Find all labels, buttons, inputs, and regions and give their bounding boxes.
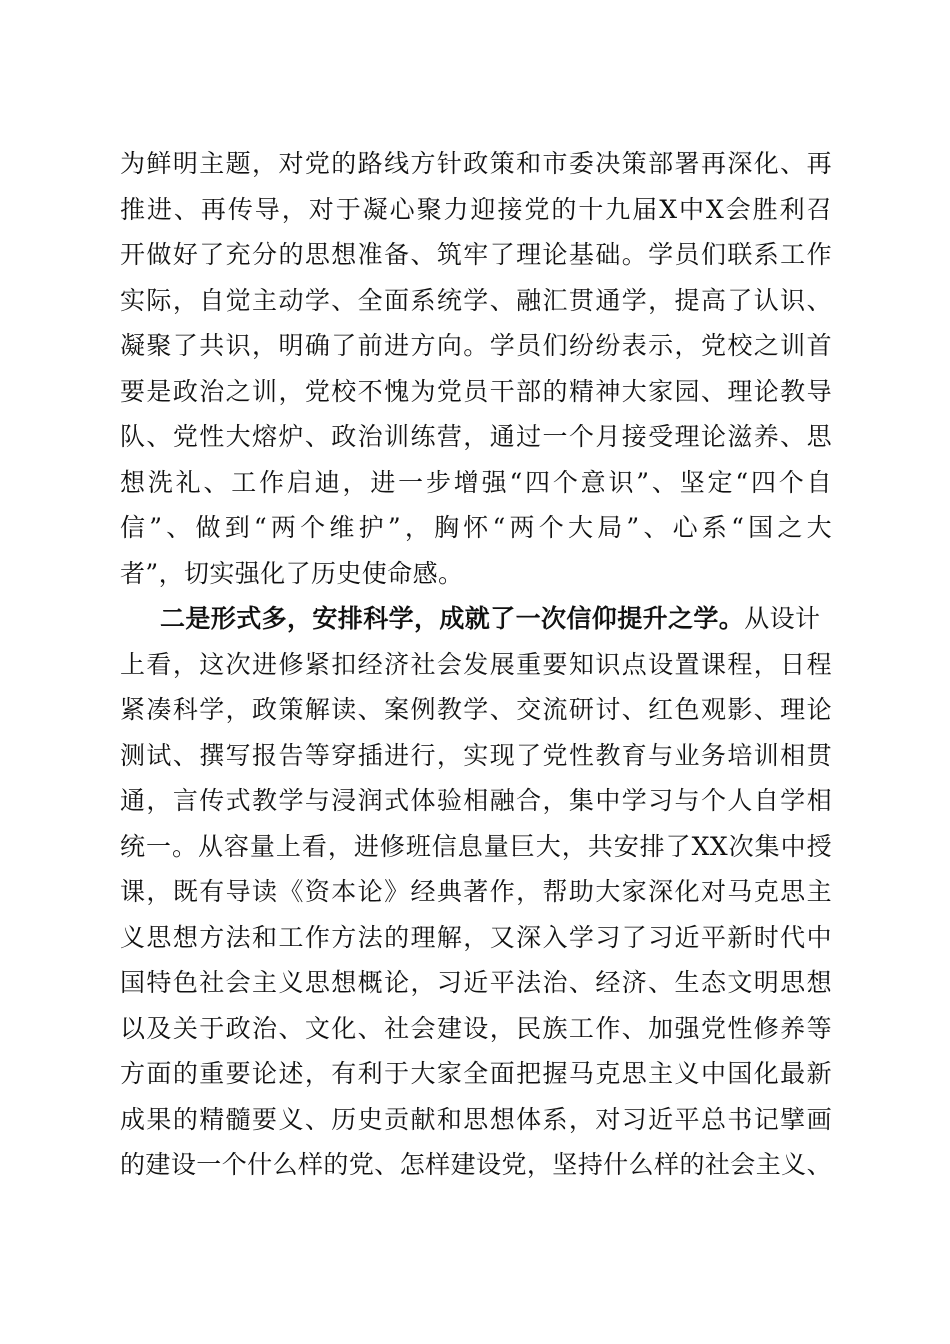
text-line: 统一。从容量上看，进修班信息量巨大，共安排了XX次集中授 <box>120 831 832 861</box>
text-line: 推进、再传导，对于凝心聚力迎接党的十九届X中X会胜利召 <box>120 194 832 224</box>
text-line: 成果的精髓要义、历史贡献和思想体系，对习近平总书记擘画 <box>120 1104 832 1134</box>
text-line: 方面的重要论述，有利于大家全面把握马克思主义中国化最新 <box>120 1059 832 1088</box>
document-body <box>120 141 832 1188</box>
text-line: 者”，切实强化了历史使命感。 <box>120 558 464 588</box>
text-line: 上看，这次进修紧扣经济社会发展重要知识点设置课程，日程 <box>120 649 832 679</box>
text-line: 国特色社会主义思想概论，习近平法治、经济、生态文明思想 <box>120 968 832 997</box>
text-line: 义思想方法和工作方法的理解，又深入学习了习近平新时代中 <box>120 922 832 952</box>
text-line: 凝聚了共识，明确了前进方向。学员们纷纷表示，党校之训首 <box>120 331 832 360</box>
text-line: 开做好了充分的思想准备、筑牢了理论基础。学员们联系工作 <box>120 240 832 269</box>
text-line: 要是政治之训，党校不愧为党员干部的精神大家园、理论教导 <box>120 376 832 406</box>
text-line: 紧凑科学，政策解读、案例教学、交流研讨、红色观影、理论 <box>120 695 832 724</box>
paragraph-heading: 二是形式多，安排科学，成就了一次信仰提升之学。 <box>160 604 745 633</box>
text-line: 的建设一个什么样的党、怎样建设党，坚持什么样的社会主义、 <box>120 1150 832 1179</box>
text-line: 队、党性大熔炉、政治训练营，通过一个月接受理论滋养、思 <box>120 422 832 451</box>
paragraph-heading-line <box>120 596 832 642</box>
text-line: 以及关于政治、文化、社会建设，民族工作、加强党性修养等 <box>120 1013 832 1043</box>
text-line: 课，既有导读《资本论》经典著作，帮助大家深化对马克思主 <box>120 877 832 906</box>
text-line: 为鲜明主题，对党的路线方针政策和市委决策部署再深化、再 <box>120 149 832 178</box>
text-line: 测试、撰写报告等穿插进行，实现了党性教育与业务培训相贯 <box>120 740 832 770</box>
text-line: 想洗礼、工作启迪，进一步增强“四个意识”、坚定“四个自 <box>120 467 832 497</box>
text-line: 信”、做到“两个维护”，胸怀“两个大局”、心系“国之大 <box>120 513 832 542</box>
text-line: 通，言传式教学与浸润式体验相融合，集中学习与个人自学相 <box>120 786 832 815</box>
text-fragment: 从设计 <box>744 604 821 633</box>
text-line: 实际，自觉主动学、全面系统学、融汇贯通学，提高了认识、 <box>120 285 832 315</box>
